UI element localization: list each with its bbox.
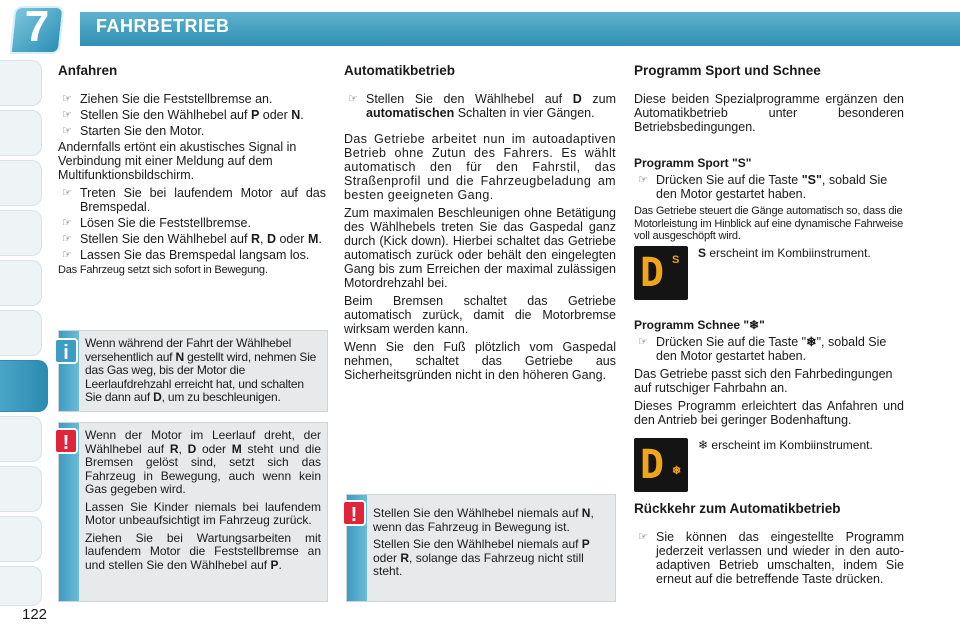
paragraph: Beim Bremsen schaltet das Getriebe automatisch zurück, damit die Motorbremse wirksam werden kann. xyxy=(344,294,616,336)
warning-text: Wenn der Motor im Leerlauf dreht, der Wählhebel auf R, D oder M steht und die Bremsen gelöst sind, setzt sich das Fahrzeug in Bewegung, auch wenn kein Gas gegeben wird. Lassen Sie Kinder niemals bei laufendem Motor unbeaufsichtigt im Fahrzeug zurück. Ziehen Sie bei Wartungsarbeiten mit laufendem Motor die Feststellbremse an und stellen Sie den Wählhebel auf P. xyxy=(85,428,321,572)
page-title: FAHRBETRIEB xyxy=(96,16,230,36)
list-item: ☞ Starten Sie den Motor. xyxy=(62,124,205,138)
page-number: 122 xyxy=(22,606,48,623)
display-snow-icon: D ❄ xyxy=(634,438,688,492)
pointing-hand-icon: ☞ xyxy=(62,249,72,261)
warning-icon: ! xyxy=(342,500,366,526)
warning-box xyxy=(346,494,616,602)
pointing-hand-icon: ☞ xyxy=(62,233,72,245)
paragraph: Diese beiden Spezialprogramme ergänzen den Automatikbetrieb unter besonderen Betriebsbedingungen. xyxy=(634,92,904,134)
pointing-hand-icon: ☞ xyxy=(62,187,72,199)
chapter-tab-7-active[interactable] xyxy=(0,360,48,412)
caption-sport: S erscheint im Kombiinstrument. xyxy=(698,246,871,260)
heading-programm-sport: Programm Sport "S" xyxy=(634,156,752,170)
section-programm-schnee xyxy=(634,312,904,431)
chapter-tab-11[interactable] xyxy=(0,566,42,606)
section-anfahren xyxy=(58,64,326,277)
chapter-tab-9[interactable] xyxy=(0,466,42,512)
info-text: Wenn während der Fahrt der Wählhebel versehentlich auf N gestellt wird, nehmen Sie das Gas weg, bis der Motor die Leerlaufdrehzahl erreicht hat, und schalten Sie dann auf D, um zu beschleunigen. xyxy=(85,336,317,404)
paragraph: Zum maximalen Beschleunigen ohne Betätigung des Wählhebels treten Sie das Gaspedal ganz durch (Kick down). Hierbei schaltet das Getriebe automatisch zurück oder behält den eingelegten Gang bis zum Erreichen der maximal zulässigen Motordrehzahl bei. xyxy=(344,206,616,290)
paragraph: Wenn Sie den Fuß plötzlich vom Gaspedal nehmen, schaltet das Getriebe aus Sicherheitsgründen nicht in den höheren Gang. xyxy=(344,340,616,382)
pointing-hand-icon: ☞ xyxy=(638,531,648,543)
list-item: ☞ Stellen Sie den Wählhebel auf P oder N. xyxy=(62,108,304,122)
warning-text: Stellen Sie den Wählhebel niemals auf N, wenn das Fahrzeug in Bewegung ist. Stellen Sie den Wählhebel niemals auf P oder R, solange das Fahrzeug nicht still steht. xyxy=(373,506,594,578)
pointing-hand-icon: ☞ xyxy=(62,109,72,121)
pointing-hand-icon: ☞ xyxy=(348,93,358,105)
display-sport-icon: D S xyxy=(634,246,688,300)
chapter-tab-8[interactable] xyxy=(0,416,42,462)
paragraph: Dieses Programm erleichtert das Anfahren und den Antrieb bei geringer Bodenhaftung. xyxy=(634,399,904,427)
pointing-hand-icon: ☞ xyxy=(638,336,648,348)
heading-programm-schnee: Programm Schnee "❄" xyxy=(634,318,765,332)
paragraph: Andernfalls ertönt ein akustisches Signal in Verbindung mit einer Meldung auf dem Multifunktionsbildschirm. xyxy=(58,140,297,182)
chapter-tab-1[interactable] xyxy=(0,60,42,106)
chapter-tab-6[interactable] xyxy=(0,310,42,356)
section-rueckkehr xyxy=(634,502,904,588)
pointing-hand-icon: ☞ xyxy=(62,125,72,137)
section-automatikbetrieb xyxy=(344,64,616,386)
pointing-hand-icon: ☞ xyxy=(62,93,72,105)
warning-icon: ! xyxy=(54,428,78,454)
info-icon: i xyxy=(54,338,78,364)
caption-snow: ❄ erscheint im Kombiinstrument. xyxy=(698,438,873,452)
chapter-tab-4[interactable] xyxy=(0,210,42,256)
chapter-number: 7 xyxy=(24,2,50,51)
heading-rueckkehr: Rückkehr zum Automatikbetrieb xyxy=(634,501,841,516)
note: Das Getriebe steuert die Gänge automatisch so, dass die Motorleistung im Hinblick auf eine dynamische Fahrweise voll ausgeschöpft wird. xyxy=(634,205,904,242)
pointing-hand-icon: ☞ xyxy=(638,174,648,186)
list-item: ☞ Lassen Sie das Bremspedal langsam los. xyxy=(62,248,310,262)
list-item: ☞ Sie können das eingestellte Programm jederzeit verlassen und wieder in den auto-adaptiven Betrieb umschalten, indem Sie erneut auf die betreffende Taste drücken. xyxy=(638,530,904,586)
heading-anfahren: Anfahren xyxy=(58,63,118,78)
list-item: ☞ Lösen Sie die Feststellbremse. xyxy=(62,216,251,230)
heading-programm-sport-schnee: Programm Sport und Schnee xyxy=(634,63,821,78)
chapter-tab-2[interactable] xyxy=(0,110,42,156)
list-item: ☞ Drücken Sie auf die Taste "S", sobald Sie den Motor gestartet haben. xyxy=(638,173,888,201)
warning-box xyxy=(58,422,328,602)
list-item: ☞ Stellen Sie den Wählhebel auf D zum automatischen Schalten in vier Gängen. xyxy=(348,92,616,120)
list-item: ☞ Ziehen Sie die Feststellbremse an. xyxy=(62,92,273,106)
list-item: ☞ Stellen Sie den Wählhebel auf R, D oder M. xyxy=(62,232,322,246)
chapter-tab-10[interactable] xyxy=(0,516,42,562)
chapter-tab-3[interactable] xyxy=(0,160,42,206)
pointing-hand-icon: ☞ xyxy=(62,217,72,229)
section-programm-sport-schnee xyxy=(634,64,904,243)
chapter-tab-5[interactable] xyxy=(0,260,42,306)
list-item: ☞ Drücken Sie auf die Taste "❄", sobald Sie den Motor gestartet haben. xyxy=(638,335,887,363)
paragraph: Das Getriebe passt sich den Fahrbedingungen auf rutschiger Fahrbahn an. xyxy=(634,367,893,395)
info-box xyxy=(58,330,328,412)
paragraph: Das Getriebe arbeitet nun im autoadaptiven Betrieb ohne Zutun des Fahrers. Es wählt automatisch den für den Fahrstil, das Straßenprofil und die Fahrzeugbeladung am besten geeigneten Gang. xyxy=(344,132,616,202)
note: Das Fahrzeug setzt sich sofort in Bewegung. xyxy=(58,264,268,276)
heading-automatikbetrieb: Automatikbetrieb xyxy=(344,63,456,78)
list-item: ☞ Treten Sie bei laufendem Motor auf das Bremspedal. xyxy=(62,186,326,214)
